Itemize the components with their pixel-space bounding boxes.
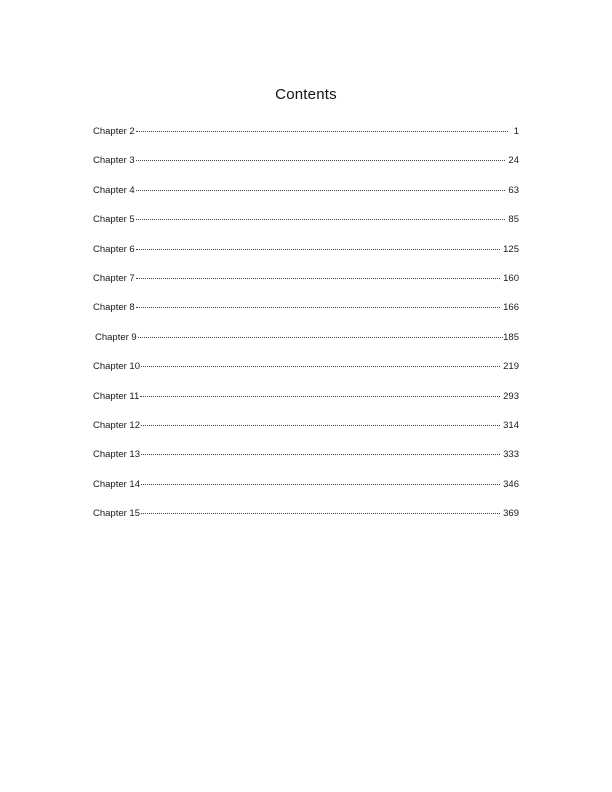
toc-dot-leader (136, 307, 500, 308)
toc-list (93, 125, 519, 536)
toc-entry-page-number: 160 (503, 272, 519, 284)
toc-entry-label: Chapter 2 (93, 126, 135, 137)
toc-entry[interactable] (93, 390, 519, 419)
toc-entry-page-number: 63 (508, 184, 519, 196)
toc-entry[interactable] (93, 507, 519, 536)
toc-entry[interactable] (93, 331, 519, 360)
toc-entry[interactable] (93, 360, 519, 389)
toc-entry-page-number: 293 (503, 390, 519, 402)
toc-entry-page-number: 1 (513, 126, 519, 137)
toc-entry-page-number: 125 (503, 243, 519, 255)
toc-entry-page-number: 333 (503, 449, 519, 461)
toc-entry-label: Chapter 9 (95, 331, 137, 343)
toc-entry[interactable] (93, 301, 519, 330)
toc-entry-label: Chapter 4 (93, 184, 135, 196)
toc-dot-leader (140, 396, 500, 397)
toc-entry-label: Chapter 3 (93, 155, 135, 167)
toc-entry[interactable] (93, 272, 519, 301)
toc-dot-leader (136, 160, 506, 161)
toc-entry-label: Chapter 14 (93, 478, 141, 490)
toc-dot-leader (138, 337, 503, 338)
toc-dot-leader (141, 454, 500, 455)
toc-entry-page-number: 219 (503, 361, 519, 373)
toc-entry-page-number: 346 (503, 478, 519, 490)
toc-entry[interactable] (93, 154, 519, 183)
toc-entry[interactable] (93, 243, 519, 272)
toc-entry-label: Chapter 13 (93, 449, 141, 461)
toc-entry-label: Chapter 12 (93, 419, 141, 431)
toc-dot-leader (141, 425, 500, 426)
toc-entry[interactable] (93, 213, 519, 242)
toc-entry-label: Chapter 8 (93, 302, 135, 314)
toc-entry-label: Chapter 6 (93, 243, 135, 255)
toc-dot-leader (141, 484, 500, 485)
toc-entry-page-number: 24 (508, 155, 519, 167)
toc-entry[interactable] (93, 184, 519, 213)
toc-entry-label: Chapter 10 (93, 361, 141, 373)
toc-entry-label: Chapter 7 (93, 272, 135, 284)
toc-entry[interactable] (93, 448, 519, 477)
toc-entry-page-number: 314 (503, 419, 519, 431)
toc-dot-leader (141, 366, 500, 367)
toc-entry[interactable] (93, 419, 519, 448)
toc-entry[interactable] (93, 125, 519, 154)
toc-dot-leader (136, 131, 508, 132)
toc-entry-page-number: 185 (503, 331, 519, 343)
toc-dot-leader (136, 190, 506, 191)
toc-entry-label: Chapter 15 (93, 508, 141, 520)
toc-entry[interactable] (93, 478, 519, 507)
toc-entry-page-number: 166 (503, 302, 519, 314)
toc-dot-leader (136, 249, 500, 250)
toc-dot-leader (141, 513, 500, 514)
toc-entry-label: Chapter 5 (93, 214, 135, 226)
toc-dot-leader (136, 219, 506, 220)
toc-entry-label: Chapter 11 (93, 390, 140, 402)
toc-entry-page-number: 369 (503, 508, 519, 520)
toc-title: Contents (275, 86, 337, 103)
toc-dot-leader (136, 278, 500, 279)
toc-entry-page-number: 85 (508, 214, 519, 226)
